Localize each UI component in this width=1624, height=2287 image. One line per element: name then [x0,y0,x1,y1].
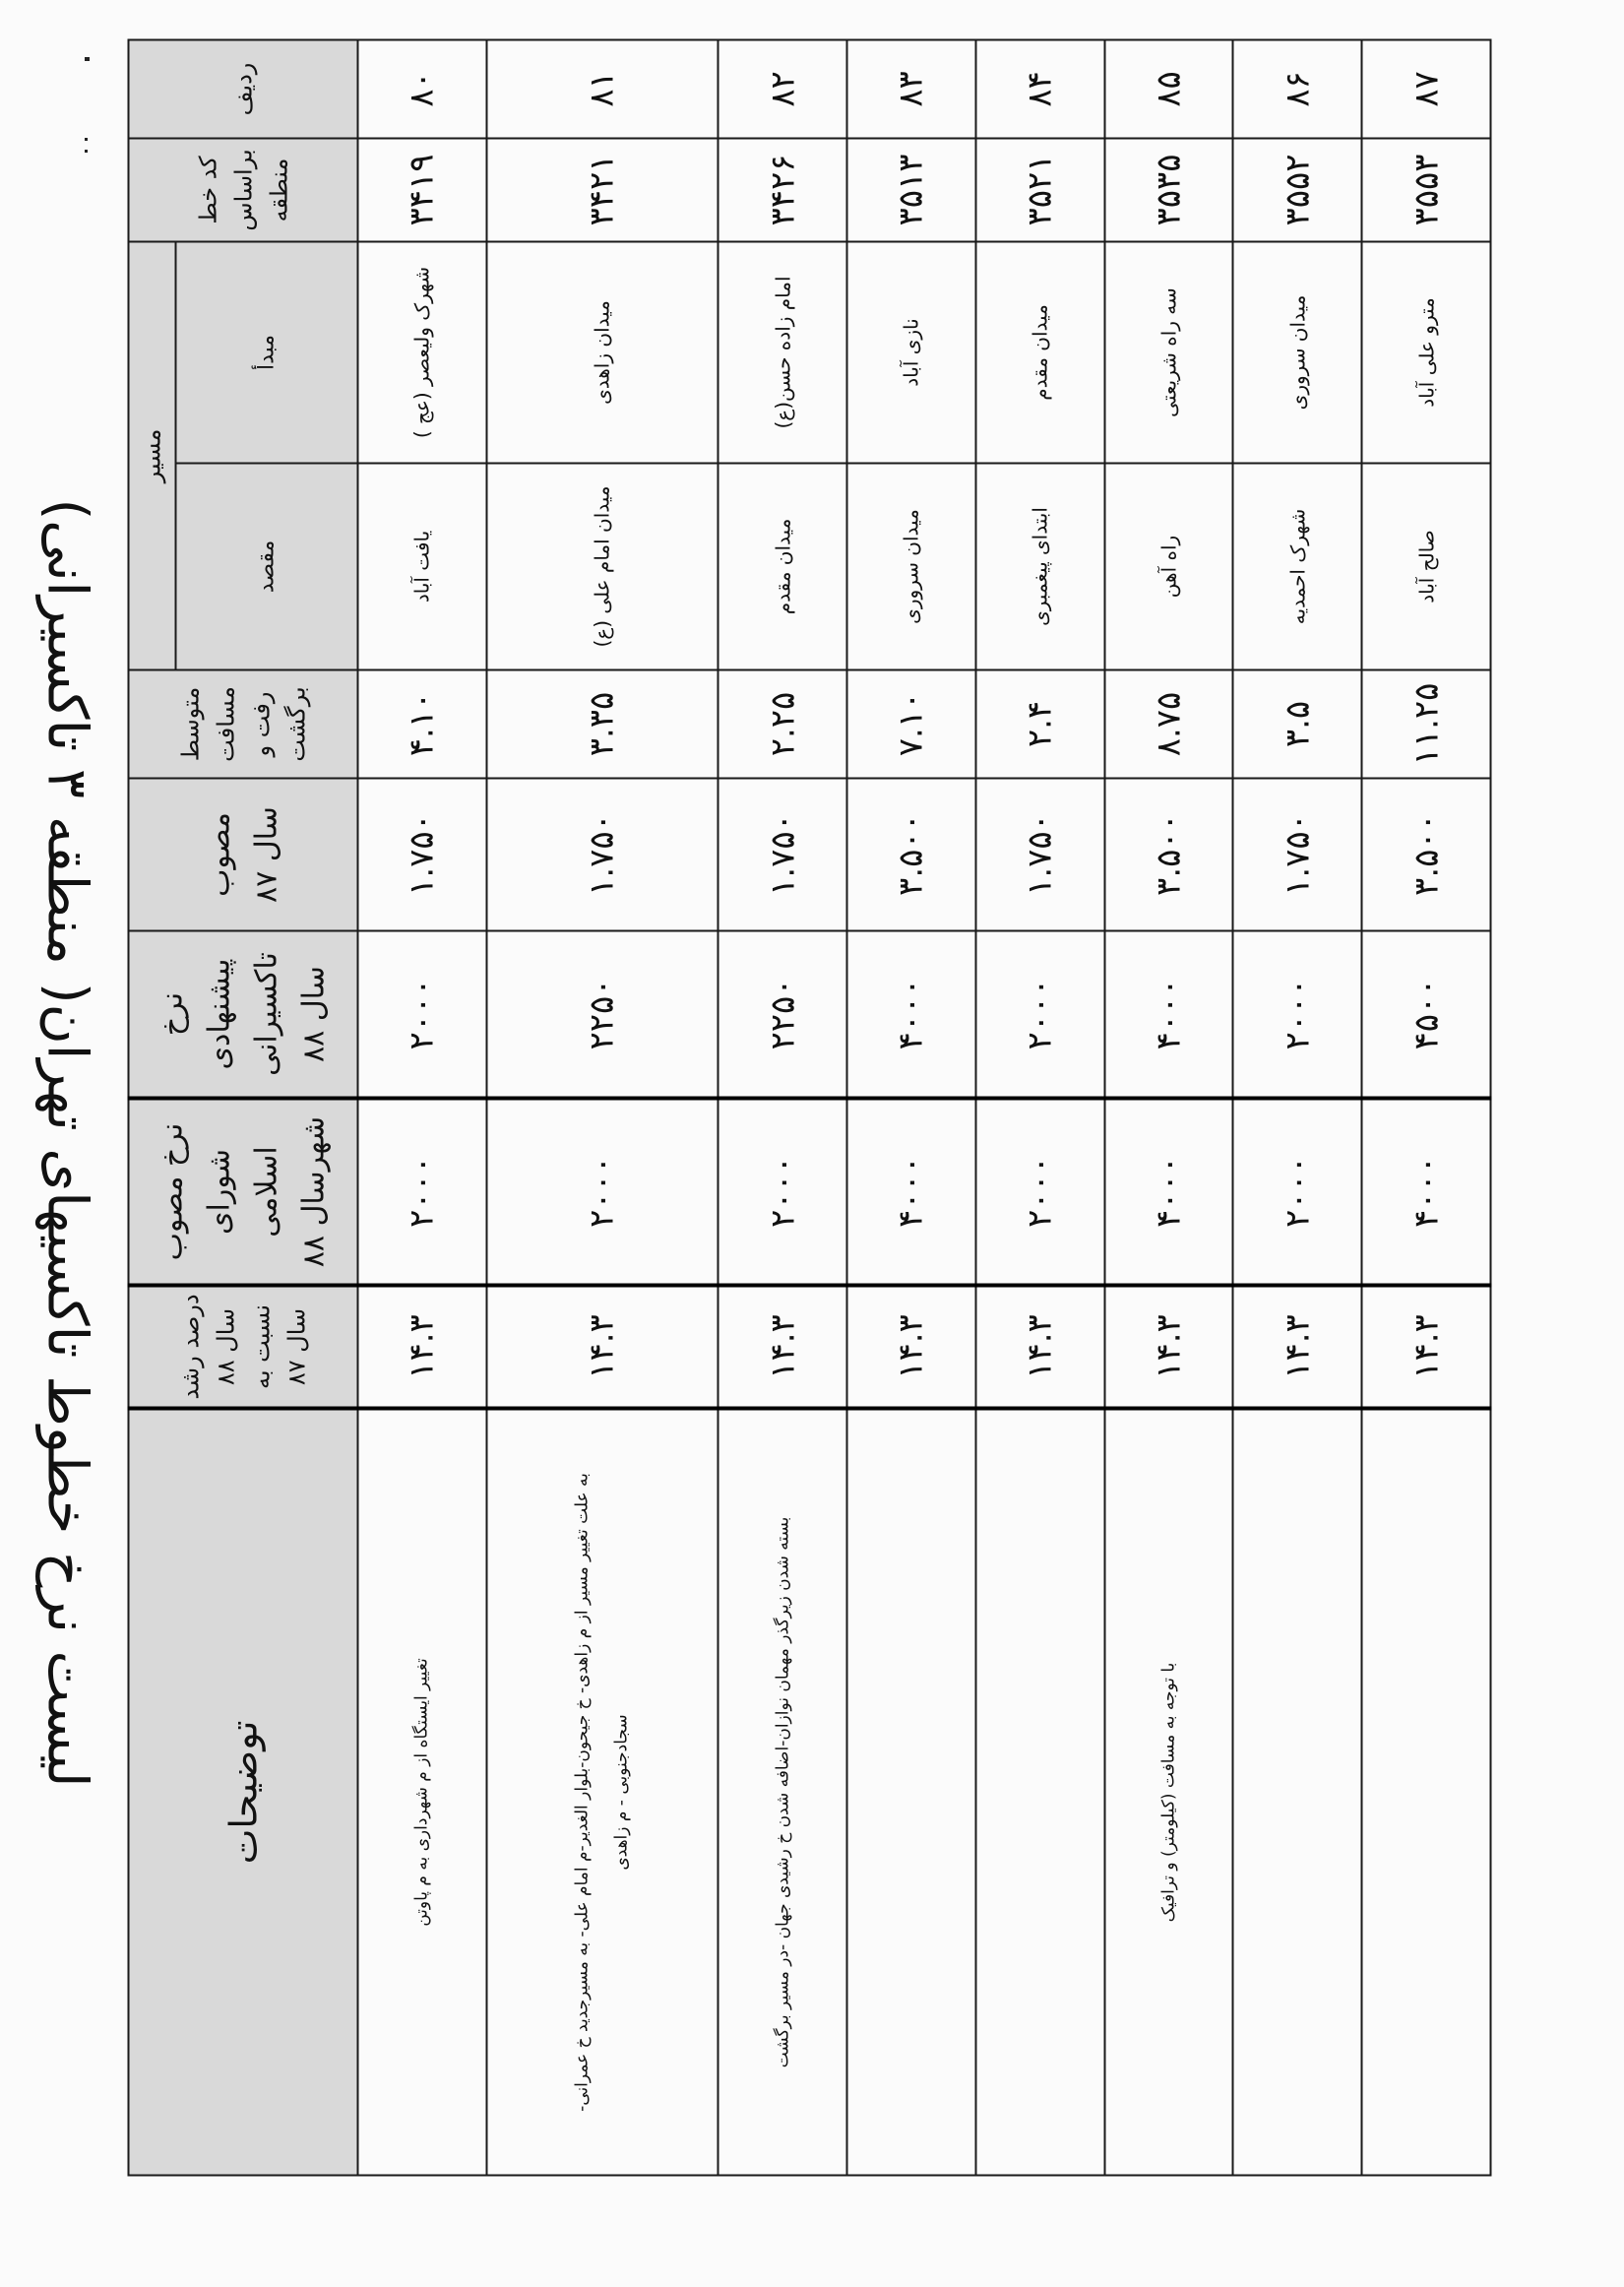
cell-notes [1362,1409,1491,2176]
cell-growth: ۱۴.۳ [1233,1286,1362,1409]
cell-proposed-88: ۲۲۵۰ [718,931,847,1099]
cell-destination: یافت آباد [358,464,487,670]
cell-notes [358,1409,487,2176]
cell-proposed-88: ۴۵۰۰ [1362,931,1491,1099]
cell-council-88: ۴۰۰۰ [846,1099,975,1286]
cell-origin: نازی آباد [846,242,975,464]
cell-growth: ۱۴.۳ [718,1286,847,1409]
header-approved-87: مصوب سال ۸۷ [129,779,358,931]
cell-row-no: ۸۷ [1362,40,1491,139]
cell-approved-87: ۱.۷۵۰ [358,779,487,931]
cell-row-no: ۸۴ [975,40,1104,139]
note-line: با توجه به مسافت (کیلومتر) و ترافیک [1158,1662,1179,1923]
cell-proposed-88: ۴۰۰۰ [1104,931,1233,1099]
cell-origin: میدان مقدم [975,242,1104,464]
cell-council-88: ۲۰۰۰ [486,1099,718,1286]
table-row [1104,40,1233,2176]
cell-growth: ۱۴.۳ [486,1286,718,1409]
cell-distance: ۴.۱۰ [358,670,487,779]
cell-proposed-88: ۴۰۰۰ [846,931,975,1099]
header-notes: توضیحات [129,1409,358,2176]
header-avg-distance: متوسط مسافت رفت و برگشت [129,670,358,779]
header-origin: مبدأ [176,242,358,464]
cell-council-88: ۲۰۰۰ [975,1099,1104,1286]
cell-row-no: ۸۵ [1104,40,1233,139]
cell-distance: ۲.۴ [975,670,1104,779]
cell-council-88: ۲۰۰۰ [718,1099,847,1286]
cell-destination: میدان سروری [846,464,975,670]
cell-proposed-88: ۲۰۰۰ [358,931,487,1099]
cell-approved-87: ۱.۷۵۰ [975,779,1104,931]
cell-distance: ۷.۱۰ [846,670,975,779]
cell-growth: ۱۴.۳ [1362,1286,1491,1409]
cell-proposed-88: ۲۰۰۰ [1233,931,1362,1099]
cell-approved-87: ۳.۵۰۰ [1104,779,1233,931]
cell-approved-87: ۳.۵۰۰ [846,779,975,931]
cell-growth: ۱۴.۳ [846,1286,975,1409]
cell-approved-87: ۱.۷۵۰ [1233,779,1362,931]
table-row [846,40,975,2176]
cell-council-88: ۴۰۰۰ [1104,1099,1233,1286]
cell-notes [1104,1409,1233,2176]
cell-distance: ۳.۵ [1233,670,1362,779]
cell-destination: صالح آباد [1362,464,1491,670]
header-destination: مقصد [176,464,358,670]
header-route: مسیر [129,242,176,670]
cell-line-code: ۳۵۳۵ [1104,139,1233,242]
cell-proposed-88: ۲۲۵۰ [486,931,718,1099]
cell-row-no: ۸۶ [1233,40,1362,139]
cell-notes [486,1409,718,2176]
cell-origin: میدان زاهدی [486,242,718,464]
cell-origin: شهرک ولیعصر (عج ) [358,242,487,464]
fare-table [128,39,1492,2177]
cell-origin: میدان سروری [1233,242,1362,464]
table-row [718,40,847,2176]
cell-destination: ابتدای پیغمبری [975,464,1104,670]
cell-council-88: ۴۰۰۰ [1362,1099,1491,1286]
note-line: سجادجنوبی - م زاهدی [611,1714,632,1871]
cell-destination: میدان مقدم [718,464,847,670]
cell-row-no: ۸۲ [718,40,847,139]
header-proposed-88: نرخ پیشنهادی تاکسیرانی سال ۸۸ [129,931,358,1099]
cell-row-no: ۸۳ [846,40,975,139]
cell-row-no: ۸۰ [358,40,487,139]
table-row [1233,40,1362,2176]
cell-line-code: ۳۴۲۱ [486,139,718,242]
cell-notes [846,1409,975,2176]
cell-origin: مترو علی آباد [1362,242,1491,464]
cell-destination: راه آهن [1104,464,1233,670]
cell-growth: ۱۴.۳ [1104,1286,1233,1409]
table-row [975,40,1104,2176]
cell-destination: شهرک احمدیه [1233,464,1362,670]
cell-approved-87: ۳.۵۰۰ [1362,779,1491,931]
cell-council-88: ۲۰۰۰ [358,1099,487,1286]
page-title: لیست نرخ خطوط تاکسیهای تهران( منطقه ۳ تاکسیرانی) [34,498,99,1788]
cell-distance: ۸.۷۵ [1104,670,1233,779]
cell-destination: میدان امام علی (ع) [486,464,718,670]
cell-notes [975,1409,1104,2176]
table-row [486,40,718,2176]
cell-distance: ۲.۲۵ [718,670,847,779]
cell-distance: ۱۱.۲۵ [1362,670,1491,779]
header-row-no: ردیف [129,40,358,139]
cell-origin: امام زاده حسن(ع) [718,242,847,464]
header-council-88: نرخ مصوب شورای اسلامی شهرسال ۸۸ [129,1099,358,1286]
cell-origin: سه راه شریعتی [1104,242,1233,464]
cell-council-88: ۲۰۰۰ [1233,1099,1362,1286]
cell-line-code: ۳۵۵۲ [1233,139,1362,242]
cell-approved-87: ۱.۷۵۰ [718,779,847,931]
note-line: بسته شدن زیرگذر مهمان نوازان-اضافه شدن خ رشیدی جهان -در مسیر برگشت [773,1516,793,2068]
header-growth: درصد رشد سال ۸۸ نسبت به سال ۸۷ [129,1286,358,1409]
fare-rows [358,40,1491,2176]
cell-distance: ۳.۳۵ [486,670,718,779]
cell-line-code: ۳۴۲۶ [718,139,847,242]
rotated-sheet [1,0,1624,2287]
cell-growth: ۱۴.۳ [975,1286,1104,1409]
note-line: تغییر ایستگاه از م شهرداری به م پاوتن [411,1658,432,1927]
cell-row-no: ۸۱ [486,40,718,139]
header-row [129,40,176,2176]
table-row [358,40,487,2176]
table-row [1362,40,1491,2176]
cell-line-code: ۳۵۱۳ [846,139,975,242]
header-line-code: کد خط براساس منطقه [129,139,358,242]
cell-line-code: ۳۴۱۹ [358,139,487,242]
cell-growth: ۱۴.۳ [358,1286,487,1409]
note-line: به علت تغییر مسیر از م زاهدی- خ جیحون-بلوار الغدیر-م امام علی- به مسیرجدید خ عمرانی- [572,1473,593,2112]
cell-line-code: ۳۵۵۳ [1362,139,1491,242]
cell-proposed-88: ۲۰۰۰ [975,931,1104,1099]
cell-notes [1233,1409,1362,2176]
cell-line-code: ۳۵۲۱ [975,139,1104,242]
cell-approved-87: ۱.۷۵۰ [486,779,718,931]
cell-notes [718,1409,847,2176]
